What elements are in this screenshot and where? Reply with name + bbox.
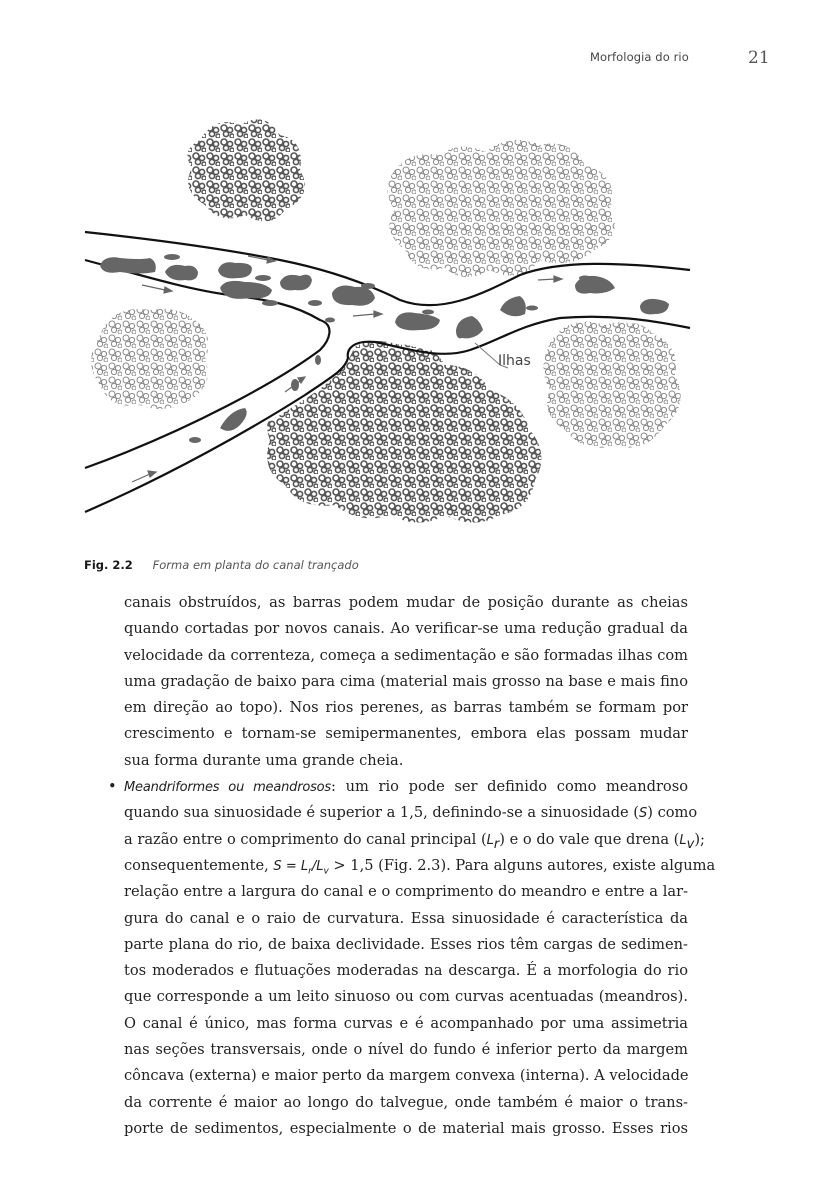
text-line: O canal é único, mas forma curvas e é acompanhado por uma assimetria	[124, 1014, 688, 1032]
text-line: parte plana do rio, de baixa declividade. Esses rios têm cargas de sedimen-	[124, 935, 688, 953]
figure-number: Fig. 2.2	[84, 558, 133, 572]
text-line: da corrente é maior ao longo do talvegue, onde também é maior o trans-	[124, 1093, 688, 1111]
running-head-title: Morfologia do rio	[590, 50, 689, 64]
text-line: a razão entre o comprimento do canal principal $(L_r)$ e o do vale que drena $(L_v)$;	[124, 830, 705, 852]
sinuosity-formula: $S = L_r/L_v$	[273, 858, 329, 877]
islands-annotation	[475, 343, 531, 369]
flow-arrow-icon	[142, 285, 172, 293]
braided-channel-illustration	[80, 110, 700, 545]
islands-label: Ilhas	[498, 353, 531, 369]
text-line: em direção ao topo). Nos rios perenes, as barras também se formam por	[124, 699, 688, 717]
text-line: canais obstruídos, as barras podem mudar de posição durante as cheias	[124, 594, 688, 611]
tree-cluster-top-left	[188, 119, 306, 221]
text-line: crescimento e tornam-se semipermanentes, embora elas possam mudar	[124, 725, 688, 743]
figure-title: Forma em planta do canal trançado	[152, 558, 359, 572]
text-line: velocidade da correnteza, começa a sedimentação e são formadas ilhas com	[124, 646, 688, 664]
text-line: uma gradação de baixo para cima (material mais grosso na base e mais fino	[124, 672, 688, 690]
text-line: nas seções transversais, onde o nível do fundo é inferior perto da margem	[124, 1041, 688, 1059]
text-line: tos moderados e flutuações moderadas na descarga. É a morfologia do rio	[124, 962, 688, 980]
body-text	[108, 590, 716, 1142]
tree-cluster-top-right	[388, 140, 616, 277]
text-line: consequentemente, $S = L_r/L_v > 1,5$ (Fig. 2.3). Para alguns autores, existe alguma	[124, 856, 716, 877]
text-line: sua forma durante uma grande cheia.	[124, 751, 404, 769]
tree-cluster-left	[91, 309, 208, 409]
text-line: quando cortadas por novos canais. Ao verificar-se uma redução gradual da	[124, 620, 688, 638]
text-line: relação entre a largura do canal e o comprimento do meandro e entre a lar-	[124, 883, 688, 901]
text-line: porte de sedimentos, especialmente o de material mais grosso. Esses rios	[124, 1119, 688, 1137]
text-line: gura do canal e o raio de curvatura. Essa sinuosidade é característica da	[124, 909, 688, 927]
bullet-term: Meandriformes ou meandrosos	[124, 780, 331, 796]
figure-caption	[84, 558, 359, 572]
paragraph-braided-continued	[124, 590, 688, 774]
figure-braided-channel	[80, 110, 700, 545]
bullet-item-meandering	[108, 774, 716, 1142]
tree-cluster-bottom-right	[544, 322, 681, 448]
page-number: 21	[748, 48, 770, 68]
text-line: quando sua sinuosidade é superior a 1,5, definindo-se a sinuosidade (S) como	[124, 804, 698, 822]
text-line: Meandriformes ou meandrosos: um rio pode ser definido como meandroso	[124, 778, 688, 796]
text-line: côncava (externa) e maior perto da margem convexa (interna). A velocidade	[124, 1067, 689, 1085]
bullet-icon: •	[108, 778, 117, 796]
text-line: que corresponde a um leito sinuoso ou com curvas acentuadas (meandros).	[124, 988, 688, 1006]
